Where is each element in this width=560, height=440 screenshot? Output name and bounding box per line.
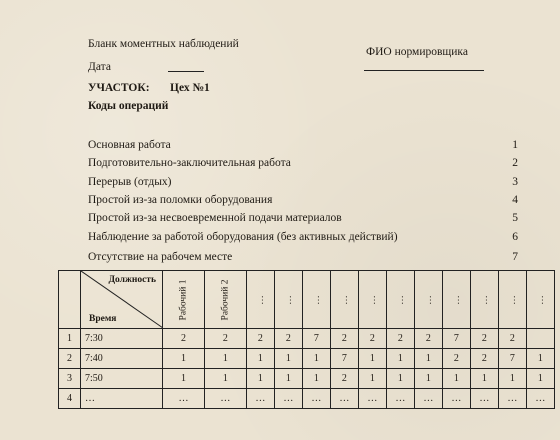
time-cell: 7:30 — [81, 329, 163, 349]
table-cell: 2 — [414, 329, 442, 349]
table-cell — [526, 329, 554, 349]
table-cell: 2 — [274, 329, 302, 349]
column-header: … — [470, 271, 498, 329]
table-cell: 2 — [386, 329, 414, 349]
table-cell: 2 — [470, 329, 498, 349]
table-cell: … — [358, 389, 386, 409]
table-cell: 1 — [526, 349, 554, 369]
section-label: УЧАСТОК: — [88, 82, 150, 94]
position-header: Должность — [108, 275, 156, 285]
table-cell: … — [470, 389, 498, 409]
table-cell: 2 — [204, 329, 246, 349]
table-cell: … — [414, 389, 442, 409]
table-cell: 2 — [330, 369, 358, 389]
column-header: … — [246, 271, 274, 329]
table-cell: … — [442, 389, 470, 409]
table-cell: 1 — [246, 369, 274, 389]
table-cell: 2 — [470, 349, 498, 369]
table-cell: 1 — [302, 349, 330, 369]
row-number-cell: 1 — [59, 329, 81, 349]
operation-code: 2 — [512, 157, 518, 169]
operation-code: 1 — [512, 139, 518, 151]
column-header: … — [498, 271, 526, 329]
section-value: Цех №1 — [170, 82, 210, 94]
time-header: Время — [89, 314, 117, 324]
table-cell: 1 — [414, 369, 442, 389]
operation-label: Простой из-за поломки оборудования — [88, 194, 273, 206]
table-row — [59, 349, 555, 369]
table-cell: … — [526, 389, 554, 409]
form-title: Бланк моментных наблюдений — [88, 38, 239, 50]
operation-code: 7 — [512, 251, 518, 263]
table-cell: 1 — [498, 369, 526, 389]
observer-label: ФИО нормировщика — [366, 46, 468, 58]
table-row — [59, 369, 555, 389]
table-cell: 1 — [358, 369, 386, 389]
row-number-cell: 3 — [59, 369, 81, 389]
table-cell: 1 — [204, 349, 246, 369]
table-cell: 2 — [330, 329, 358, 349]
table-cell: 1 — [246, 349, 274, 369]
table-row — [59, 329, 555, 349]
table-cell: 7 — [302, 329, 330, 349]
table-cell: … — [163, 389, 205, 409]
table-cell: 1 — [526, 369, 554, 389]
column-header: … — [526, 271, 554, 329]
observation-table — [58, 270, 555, 409]
table-cell: 1 — [274, 369, 302, 389]
column-header: … — [274, 271, 302, 329]
table-cell: … — [302, 389, 330, 409]
operation-label: Отсутствие на рабочем месте — [88, 251, 233, 263]
table-cell: 2 — [358, 329, 386, 349]
table-cell: 2 — [163, 329, 205, 349]
operation-label: Перерыв (отдых) — [88, 176, 172, 188]
number-header-cell — [59, 271, 81, 329]
operation-code: 3 — [512, 176, 518, 188]
row-number-cell: 2 — [59, 349, 81, 369]
column-header: Рабочий 2 — [204, 271, 246, 329]
table-cell: 2 — [442, 349, 470, 369]
operation-code: 6 — [512, 231, 518, 243]
table-cell: 1 — [386, 349, 414, 369]
date-line — [168, 71, 204, 72]
operation-label: Наблюдение за работой оборудования (без активных действий) — [88, 231, 398, 243]
table-cell: 1 — [386, 369, 414, 389]
table-cell: 1 — [442, 369, 470, 389]
table-cell: 1 — [302, 369, 330, 389]
column-header: … — [442, 271, 470, 329]
table-cell: 1 — [358, 349, 386, 369]
operation-label: Простой из-за несвоевременной подачи материалов — [88, 212, 342, 224]
table-cell: … — [274, 389, 302, 409]
column-header: … — [358, 271, 386, 329]
table-cell: 1 — [274, 349, 302, 369]
table-cell: 7 — [498, 349, 526, 369]
column-header: … — [386, 271, 414, 329]
table-cell: … — [386, 389, 414, 409]
time-cell: 7:40 — [81, 349, 163, 369]
table-cell: 2 — [246, 329, 274, 349]
time-cell: … — [81, 389, 163, 409]
operation-label: Основная работа — [88, 139, 171, 151]
table-cell: 7 — [330, 349, 358, 369]
table-cell: 1 — [470, 369, 498, 389]
operation-code: 4 — [512, 194, 518, 206]
table-cell: … — [330, 389, 358, 409]
table-cell: 1 — [163, 369, 205, 389]
table-cell: 7 — [442, 329, 470, 349]
date-label: Дата — [88, 61, 111, 73]
column-header: … — [414, 271, 442, 329]
corner-header-cell — [81, 271, 163, 329]
observer-line — [364, 70, 484, 71]
table-header-row — [59, 271, 555, 329]
table-cell: 1 — [163, 349, 205, 369]
column-header: … — [330, 271, 358, 329]
table-cell: … — [204, 389, 246, 409]
column-header: Рабочий 1 — [163, 271, 205, 329]
table-cell: 1 — [414, 349, 442, 369]
table-cell: … — [246, 389, 274, 409]
operation-label: Подготовительно-заключительная работа — [88, 157, 291, 169]
column-header: … — [302, 271, 330, 329]
codes-heading: Коды операций — [88, 100, 169, 112]
operation-code: 5 — [512, 212, 518, 224]
table-row — [59, 389, 555, 409]
time-cell: 7:50 — [81, 369, 163, 389]
table-cell: 1 — [204, 369, 246, 389]
table-cell: … — [498, 389, 526, 409]
table-cell: 2 — [498, 329, 526, 349]
row-number-cell: 4 — [59, 389, 81, 409]
